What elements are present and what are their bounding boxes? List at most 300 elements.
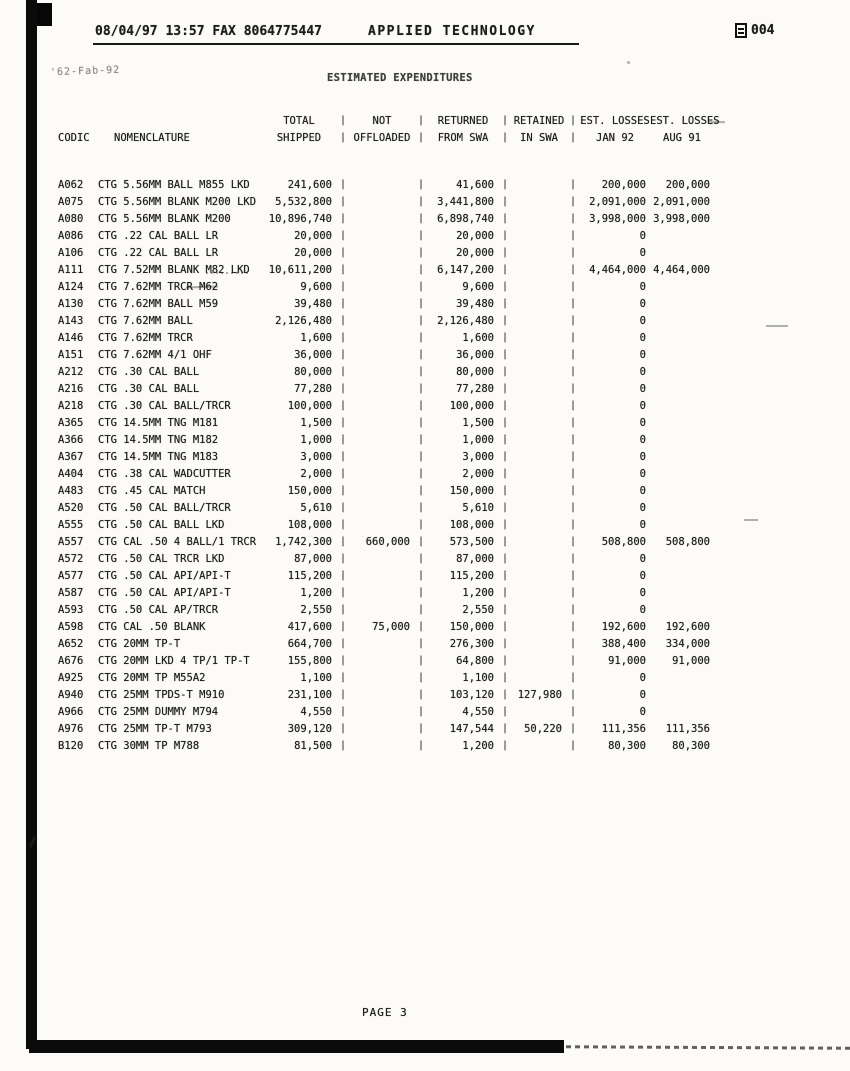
column-separator bbox=[566, 635, 580, 652]
cell-est-losses-aug-91 bbox=[650, 329, 714, 346]
cell-nomenclature: CTG 14.5MM TNG M181 bbox=[98, 417, 219, 429]
cell-nomenclature: CTG CAL .50 BLANK bbox=[98, 621, 206, 633]
cell-not-offloaded bbox=[350, 703, 414, 720]
cell-not-offloaded bbox=[350, 397, 414, 414]
cell-est-losses-aug-91 bbox=[650, 499, 714, 516]
fax-page-icon bbox=[735, 23, 747, 38]
cell-nomenclature: CTG .50 CAL BALL LKD bbox=[98, 519, 225, 531]
cell-nomenclature: CTG .50 CAL TRCR LKD bbox=[98, 553, 225, 565]
cell-returned-from-swa: 150,000 bbox=[449, 485, 494, 497]
table-row bbox=[58, 193, 714, 210]
cell-nomenclature: CTG 20MM TP M55A2 bbox=[98, 672, 206, 684]
cell-nomenclature: CTG .30 CAL BALL bbox=[98, 366, 200, 378]
cell-retained-in-swa bbox=[512, 737, 566, 754]
cell-total-shipped: 20,000 bbox=[294, 230, 332, 242]
column-separator bbox=[498, 129, 512, 146]
cell-est-losses-aug-91: 2,091,000 bbox=[653, 196, 710, 208]
cell-not-offloaded bbox=[350, 146, 414, 193]
cell-est-losses-aug-91 bbox=[650, 312, 714, 329]
column-separator bbox=[414, 669, 428, 686]
column-separator bbox=[336, 431, 350, 448]
cell-codic: A086 bbox=[58, 230, 84, 242]
column-separator bbox=[414, 703, 428, 720]
table-row bbox=[58, 669, 714, 686]
column-separator bbox=[336, 227, 350, 244]
column-separator bbox=[336, 686, 350, 703]
cell-est-losses-aug-91 bbox=[650, 227, 714, 244]
cell-nomenclature: CTG 5.56MM BALL M855 LKD bbox=[98, 179, 250, 191]
cell-codic: A940 bbox=[58, 689, 84, 701]
column-separator bbox=[498, 363, 512, 380]
cell-est-losses-aug-91 bbox=[650, 482, 714, 499]
cell-returned-from-swa: 1,200 bbox=[462, 740, 494, 752]
cell-total-shipped: 155,800 bbox=[287, 655, 332, 667]
column-separator bbox=[566, 584, 580, 601]
cell-not-offloaded bbox=[350, 601, 414, 618]
cell-retained-in-swa bbox=[512, 465, 566, 482]
cell-total-shipped: 20,000 bbox=[294, 247, 332, 259]
cell-not-offloaded bbox=[350, 652, 414, 669]
scan-noise bbox=[744, 519, 758, 521]
cell-est-losses-jan-92: 0 bbox=[639, 383, 646, 395]
cell-est-losses-jan-92: 508,800 bbox=[601, 536, 646, 548]
column-separator bbox=[336, 669, 350, 686]
cell-total-shipped: 39,480 bbox=[294, 298, 332, 310]
column-separator bbox=[498, 278, 512, 295]
column-separator bbox=[498, 669, 512, 686]
column-separator bbox=[336, 112, 350, 129]
cell-returned-from-swa: 1,600 bbox=[462, 332, 494, 344]
cell-codic: B120 bbox=[58, 740, 84, 752]
cell-total-shipped: 115,200 bbox=[287, 570, 332, 582]
cell-retained-in-swa bbox=[512, 448, 566, 465]
cell-est-losses-jan-92: 0 bbox=[639, 417, 646, 429]
cell-est-losses-jan-92: 0 bbox=[639, 485, 646, 497]
cell-codic: A366 bbox=[58, 434, 84, 446]
column-separator bbox=[498, 499, 512, 516]
column-separator bbox=[498, 567, 512, 584]
column-separator bbox=[566, 550, 580, 567]
column-separator bbox=[336, 397, 350, 414]
cell-nomenclature: CTG .30 CAL BALL bbox=[98, 383, 200, 395]
col-header-from-swa: FROM SWA bbox=[437, 132, 489, 144]
cell-total-shipped: 2,000 bbox=[300, 468, 332, 480]
cell-est-losses-jan-92: 388,400 bbox=[601, 638, 646, 650]
column-separator bbox=[414, 129, 428, 146]
scan-artifact-left-bar bbox=[26, 0, 37, 1049]
cell-codic: A130 bbox=[58, 298, 84, 310]
cell-returned-from-swa: 87,000 bbox=[456, 553, 494, 565]
cell-returned-from-swa: 108,000 bbox=[449, 519, 494, 531]
cell-returned-from-swa: 2,126,480 bbox=[437, 315, 494, 327]
cell-est-losses-aug-91 bbox=[650, 669, 714, 686]
cell-est-losses-jan-92: 0 bbox=[639, 451, 646, 463]
page-footer: PAGE 3 bbox=[362, 1006, 408, 1019]
column-separator bbox=[566, 414, 580, 431]
cell-retained-in-swa bbox=[512, 261, 566, 278]
cell-retained-in-swa bbox=[512, 618, 566, 635]
cell-returned-from-swa: 5,610 bbox=[462, 502, 494, 514]
cell-retained-in-swa bbox=[512, 193, 566, 210]
cell-returned-from-swa: 573,500 bbox=[449, 536, 494, 548]
table-row bbox=[58, 686, 714, 703]
cell-not-offloaded bbox=[350, 499, 414, 516]
cell-retained-in-swa bbox=[512, 584, 566, 601]
column-separator bbox=[336, 533, 350, 550]
column-separator bbox=[498, 618, 512, 635]
column-separator bbox=[414, 720, 428, 737]
cell-nomenclature: CTG .22 CAL BALL LR bbox=[98, 247, 219, 259]
column-separator bbox=[566, 533, 580, 550]
cell-codic: A976 bbox=[58, 723, 84, 735]
cell-est-losses-aug-91 bbox=[650, 244, 714, 261]
document-title: ESTIMATED EXPENDITURES bbox=[327, 72, 473, 84]
cell-est-losses-aug-91 bbox=[650, 431, 714, 448]
cell-not-offloaded bbox=[350, 720, 414, 737]
table-row bbox=[58, 380, 714, 397]
cell-est-losses-jan-92: 111,356 bbox=[601, 723, 646, 735]
cell-not-offloaded bbox=[350, 244, 414, 261]
cell-codic: A555 bbox=[58, 519, 84, 531]
column-separator bbox=[498, 465, 512, 482]
column-separator bbox=[566, 346, 580, 363]
cell-nomenclature: CTG 7.52MM BLANK M82 LKD bbox=[98, 264, 250, 276]
column-separator bbox=[336, 584, 350, 601]
cell-total-shipped: 87,000 bbox=[294, 553, 332, 565]
column-separator bbox=[566, 380, 580, 397]
column-separator bbox=[414, 431, 428, 448]
column-separator bbox=[414, 465, 428, 482]
cell-est-losses-aug-91: 91,000 bbox=[672, 655, 710, 667]
table-row bbox=[58, 346, 714, 363]
col-header-aug-91: AUG 91 bbox=[663, 132, 701, 144]
table-row bbox=[58, 482, 714, 499]
cell-total-shipped: 309,120 bbox=[287, 723, 332, 735]
cell-not-offloaded bbox=[350, 686, 414, 703]
column-separator bbox=[336, 601, 350, 618]
cell-codic: A483 bbox=[58, 485, 84, 497]
column-separator bbox=[498, 448, 512, 465]
column-separator bbox=[414, 550, 428, 567]
cell-est-losses-aug-91 bbox=[650, 584, 714, 601]
cell-nomenclature: CTG 30MM TP M788 bbox=[98, 740, 200, 752]
cell-returned-from-swa: 4,550 bbox=[462, 706, 494, 718]
column-separator bbox=[566, 601, 580, 618]
table-row bbox=[58, 397, 714, 414]
table-row bbox=[58, 146, 714, 193]
column-separator bbox=[498, 601, 512, 618]
column-separator bbox=[498, 295, 512, 312]
cell-not-offloaded bbox=[350, 414, 414, 431]
cell-not-offloaded bbox=[350, 737, 414, 754]
column-separator bbox=[498, 737, 512, 754]
cell-not-offloaded bbox=[350, 193, 414, 210]
cell-nomenclature: CTG .50 CAL AP/TRCR bbox=[98, 604, 219, 616]
cell-returned-from-swa: 1,000 bbox=[462, 434, 494, 446]
column-separator bbox=[414, 193, 428, 210]
cell-est-losses-aug-91 bbox=[650, 448, 714, 465]
column-separator bbox=[414, 261, 428, 278]
cell-retained-in-swa bbox=[512, 601, 566, 618]
cell-nomenclature: CTG CAL .50 4 BALL/1 TRCR bbox=[98, 536, 257, 548]
column-separator bbox=[414, 584, 428, 601]
cell-retained-in-swa bbox=[512, 669, 566, 686]
column-separator bbox=[414, 146, 428, 193]
cell-est-losses-aug-91: 80,300 bbox=[672, 740, 710, 752]
table-row bbox=[58, 210, 714, 227]
cell-codic: A520 bbox=[58, 502, 84, 514]
column-separator bbox=[414, 516, 428, 533]
table-row bbox=[58, 516, 714, 533]
cell-est-losses-aug-91 bbox=[650, 703, 714, 720]
cell-total-shipped: 80,000 bbox=[294, 366, 332, 378]
column-separator bbox=[414, 652, 428, 669]
cell-not-offloaded bbox=[350, 567, 414, 584]
column-separator bbox=[336, 618, 350, 635]
cell-retained-in-swa bbox=[512, 397, 566, 414]
table-row bbox=[58, 363, 714, 380]
column-separator bbox=[566, 482, 580, 499]
column-separator bbox=[566, 499, 580, 516]
cell-est-losses-jan-92: 0 bbox=[639, 247, 646, 259]
cell-total-shipped: 2,550 bbox=[300, 604, 332, 616]
column-separator bbox=[566, 618, 580, 635]
cell-est-losses-aug-91 bbox=[650, 601, 714, 618]
cell-est-losses-aug-91 bbox=[650, 363, 714, 380]
cell-est-losses-jan-92: 0 bbox=[639, 604, 646, 616]
cell-returned-from-swa: 20,000 bbox=[456, 247, 494, 259]
fax-page-number: 004 bbox=[751, 23, 775, 38]
cell-nomenclature: CTG 14.5MM TNG M182 bbox=[98, 434, 219, 446]
cell-total-shipped: 81,500 bbox=[294, 740, 332, 752]
cell-returned-from-swa: 1,200 bbox=[462, 587, 494, 599]
cell-est-losses-jan-92: 80,300 bbox=[608, 740, 646, 752]
column-separator bbox=[566, 448, 580, 465]
column-separator bbox=[566, 363, 580, 380]
cell-est-losses-jan-92: 0 bbox=[639, 570, 646, 582]
scan-artifact-dotted-line bbox=[566, 1045, 850, 1049]
cell-retained-in-swa bbox=[512, 499, 566, 516]
column-separator bbox=[336, 129, 350, 146]
table-row bbox=[58, 499, 714, 516]
cell-nomenclature: CTG 7.62MM TRCR bbox=[98, 332, 193, 344]
cell-retained-in-swa bbox=[512, 482, 566, 499]
column-separator bbox=[414, 448, 428, 465]
cell-codic: A151 bbox=[58, 349, 84, 361]
column-separator bbox=[498, 720, 512, 737]
cell-est-losses-aug-91: 334,000 bbox=[665, 638, 710, 650]
header-rule bbox=[93, 43, 579, 45]
cell-returned-from-swa: 115,200 bbox=[449, 570, 494, 582]
scan-noise bbox=[627, 61, 630, 64]
column-separator bbox=[498, 146, 512, 193]
cell-returned-from-swa: 20,000 bbox=[456, 230, 494, 242]
column-separator bbox=[336, 363, 350, 380]
cell-nomenclature: CTG .50 CAL BALL/TRCR bbox=[98, 502, 231, 514]
fax-sender-name: APPLIED TECHNOLOGY bbox=[368, 24, 536, 39]
column-separator bbox=[566, 112, 580, 129]
cell-retained-in-swa bbox=[512, 363, 566, 380]
cell-nomenclature: CTG .30 CAL BALL/TRCR bbox=[98, 400, 231, 412]
cell-est-losses-jan-92: 3,998,000 bbox=[589, 213, 646, 225]
column-separator bbox=[414, 601, 428, 618]
cell-not-offloaded bbox=[350, 635, 414, 652]
column-separator bbox=[336, 465, 350, 482]
column-separator bbox=[498, 346, 512, 363]
cell-returned-from-swa: 150,000 bbox=[449, 621, 494, 633]
cell-codic: A111 bbox=[58, 264, 84, 276]
column-separator bbox=[414, 618, 428, 635]
column-separator bbox=[566, 567, 580, 584]
cell-est-losses-aug-91 bbox=[650, 295, 714, 312]
cell-est-losses-aug-91: 4,464,000 bbox=[653, 264, 710, 276]
cell-not-offloaded bbox=[350, 278, 414, 295]
cell-nomenclature: CTG .45 CAL MATCH bbox=[98, 485, 206, 497]
cell-retained-in-swa bbox=[512, 550, 566, 567]
cell-nomenclature: CTG .22 CAL BALL LR bbox=[98, 230, 219, 242]
column-separator bbox=[336, 703, 350, 720]
cell-est-losses-jan-92: 0 bbox=[639, 366, 646, 378]
cell-codic: A587 bbox=[58, 587, 84, 599]
table-header-row-2 bbox=[58, 129, 714, 146]
cell-codic: A143 bbox=[58, 315, 84, 327]
cell-est-losses-jan-92: 0 bbox=[639, 587, 646, 599]
column-separator bbox=[336, 146, 350, 193]
column-separator bbox=[498, 193, 512, 210]
cell-codic: A124 bbox=[58, 281, 84, 293]
column-separator bbox=[566, 193, 580, 210]
column-separator bbox=[336, 244, 350, 261]
cell-returned-from-swa: 39,480 bbox=[456, 298, 494, 310]
scan-noise bbox=[766, 325, 788, 327]
column-separator bbox=[414, 482, 428, 499]
column-separator bbox=[498, 533, 512, 550]
cell-nomenclature: CTG 20MM TP-T bbox=[98, 638, 181, 650]
table-row bbox=[58, 465, 714, 482]
cell-est-losses-aug-91 bbox=[650, 346, 714, 363]
cell-returned-from-swa: 276,300 bbox=[449, 638, 494, 650]
cell-not-offloaded bbox=[350, 227, 414, 244]
cell-codic: A367 bbox=[58, 451, 84, 463]
column-separator bbox=[498, 112, 512, 129]
cell-est-losses-jan-92: 0 bbox=[639, 689, 646, 701]
column-separator bbox=[414, 227, 428, 244]
cell-est-losses-aug-91: 111,356 bbox=[665, 723, 710, 735]
column-separator bbox=[498, 584, 512, 601]
cell-total-shipped: 36,000 bbox=[294, 349, 332, 361]
col-header-shipped: SHIPPED bbox=[276, 132, 322, 144]
column-separator bbox=[566, 227, 580, 244]
cell-not-offloaded bbox=[350, 346, 414, 363]
cell-total-shipped: 664,700 bbox=[287, 638, 332, 650]
column-separator bbox=[566, 210, 580, 227]
column-separator bbox=[566, 465, 580, 482]
cell-codic: A966 bbox=[58, 706, 84, 718]
cell-est-losses-jan-92: 0 bbox=[639, 230, 646, 242]
column-separator bbox=[498, 227, 512, 244]
cell-est-losses-aug-91 bbox=[650, 465, 714, 482]
scan-artifact-bottom-bar bbox=[29, 1040, 564, 1053]
cell-codic: A365 bbox=[58, 417, 84, 429]
cell-retained-in-swa bbox=[512, 227, 566, 244]
cell-returned-from-swa: 64,800 bbox=[456, 655, 494, 667]
column-separator bbox=[566, 312, 580, 329]
cell-total-shipped: 150,000 bbox=[287, 485, 332, 497]
cell-total-shipped: 241,600 bbox=[287, 179, 332, 191]
cell-codic: A577 bbox=[58, 570, 84, 582]
cell-est-losses-aug-91 bbox=[650, 278, 714, 295]
cell-codic: A212 bbox=[58, 366, 84, 378]
table-row bbox=[58, 329, 714, 346]
column-separator bbox=[336, 380, 350, 397]
column-separator bbox=[336, 346, 350, 363]
cell-retained-in-swa bbox=[512, 312, 566, 329]
cell-nomenclature: CTG .50 CAL API/API-T bbox=[98, 570, 231, 582]
fax-page-indicator bbox=[735, 23, 774, 38]
column-separator bbox=[566, 278, 580, 295]
column-separator bbox=[566, 703, 580, 720]
cell-nomenclature: CTG 7.62MM 4/1 OHF bbox=[98, 349, 212, 361]
cell-retained-in-swa bbox=[512, 210, 566, 227]
column-separator bbox=[566, 652, 580, 669]
cell-codic: A572 bbox=[58, 553, 84, 565]
cell-retained-in-swa bbox=[512, 431, 566, 448]
cell-est-losses-jan-92: 4,464,000 bbox=[589, 264, 646, 276]
table-row bbox=[58, 533, 714, 550]
cell-retained-in-swa bbox=[512, 278, 566, 295]
cell-est-losses-jan-92: 0 bbox=[639, 553, 646, 565]
column-separator bbox=[498, 431, 512, 448]
cell-returned-from-swa: 41,600 bbox=[456, 179, 494, 191]
column-separator bbox=[498, 516, 512, 533]
cell-returned-from-swa: 9,600 bbox=[462, 281, 494, 293]
cell-est-losses-jan-92: 0 bbox=[639, 298, 646, 310]
cell-not-offloaded bbox=[350, 261, 414, 278]
cell-not-offloaded bbox=[350, 550, 414, 567]
column-separator bbox=[336, 550, 350, 567]
cell-est-losses-aug-91: 3,998,000 bbox=[653, 213, 710, 225]
cell-not-offloaded bbox=[350, 669, 414, 686]
table-header bbox=[58, 112, 720, 146]
cell-returned-from-swa: 103,120 bbox=[449, 689, 494, 701]
cell-codic: A218 bbox=[58, 400, 84, 412]
cell-nomenclature: CTG 7.62MM TRCR M62 bbox=[98, 281, 219, 293]
column-separator bbox=[414, 499, 428, 516]
cell-total-shipped: 1,500 bbox=[300, 417, 332, 429]
table-row bbox=[58, 567, 714, 584]
column-separator bbox=[414, 635, 428, 652]
table-row bbox=[58, 227, 714, 244]
column-separator bbox=[498, 550, 512, 567]
cell-retained-in-swa bbox=[512, 567, 566, 584]
cell-total-shipped: 5,610 bbox=[300, 502, 332, 514]
column-separator bbox=[498, 703, 512, 720]
table-row bbox=[58, 737, 714, 754]
cell-total-shipped: 1,200 bbox=[300, 587, 332, 599]
cell-not-offloaded bbox=[350, 516, 414, 533]
cell-est-losses-aug-91: 200,000 bbox=[665, 179, 710, 191]
table-body bbox=[58, 146, 714, 754]
cell-codic: A075 bbox=[58, 196, 84, 208]
column-separator bbox=[336, 295, 350, 312]
cell-total-shipped: 4,550 bbox=[300, 706, 332, 718]
column-separator bbox=[414, 380, 428, 397]
cell-est-losses-jan-92: 0 bbox=[639, 349, 646, 361]
column-separator bbox=[498, 635, 512, 652]
cell-nomenclature: CTG 25MM DUMMY M794 bbox=[98, 706, 219, 718]
cell-not-offloaded bbox=[350, 363, 414, 380]
cell-est-losses-aug-91 bbox=[650, 567, 714, 584]
